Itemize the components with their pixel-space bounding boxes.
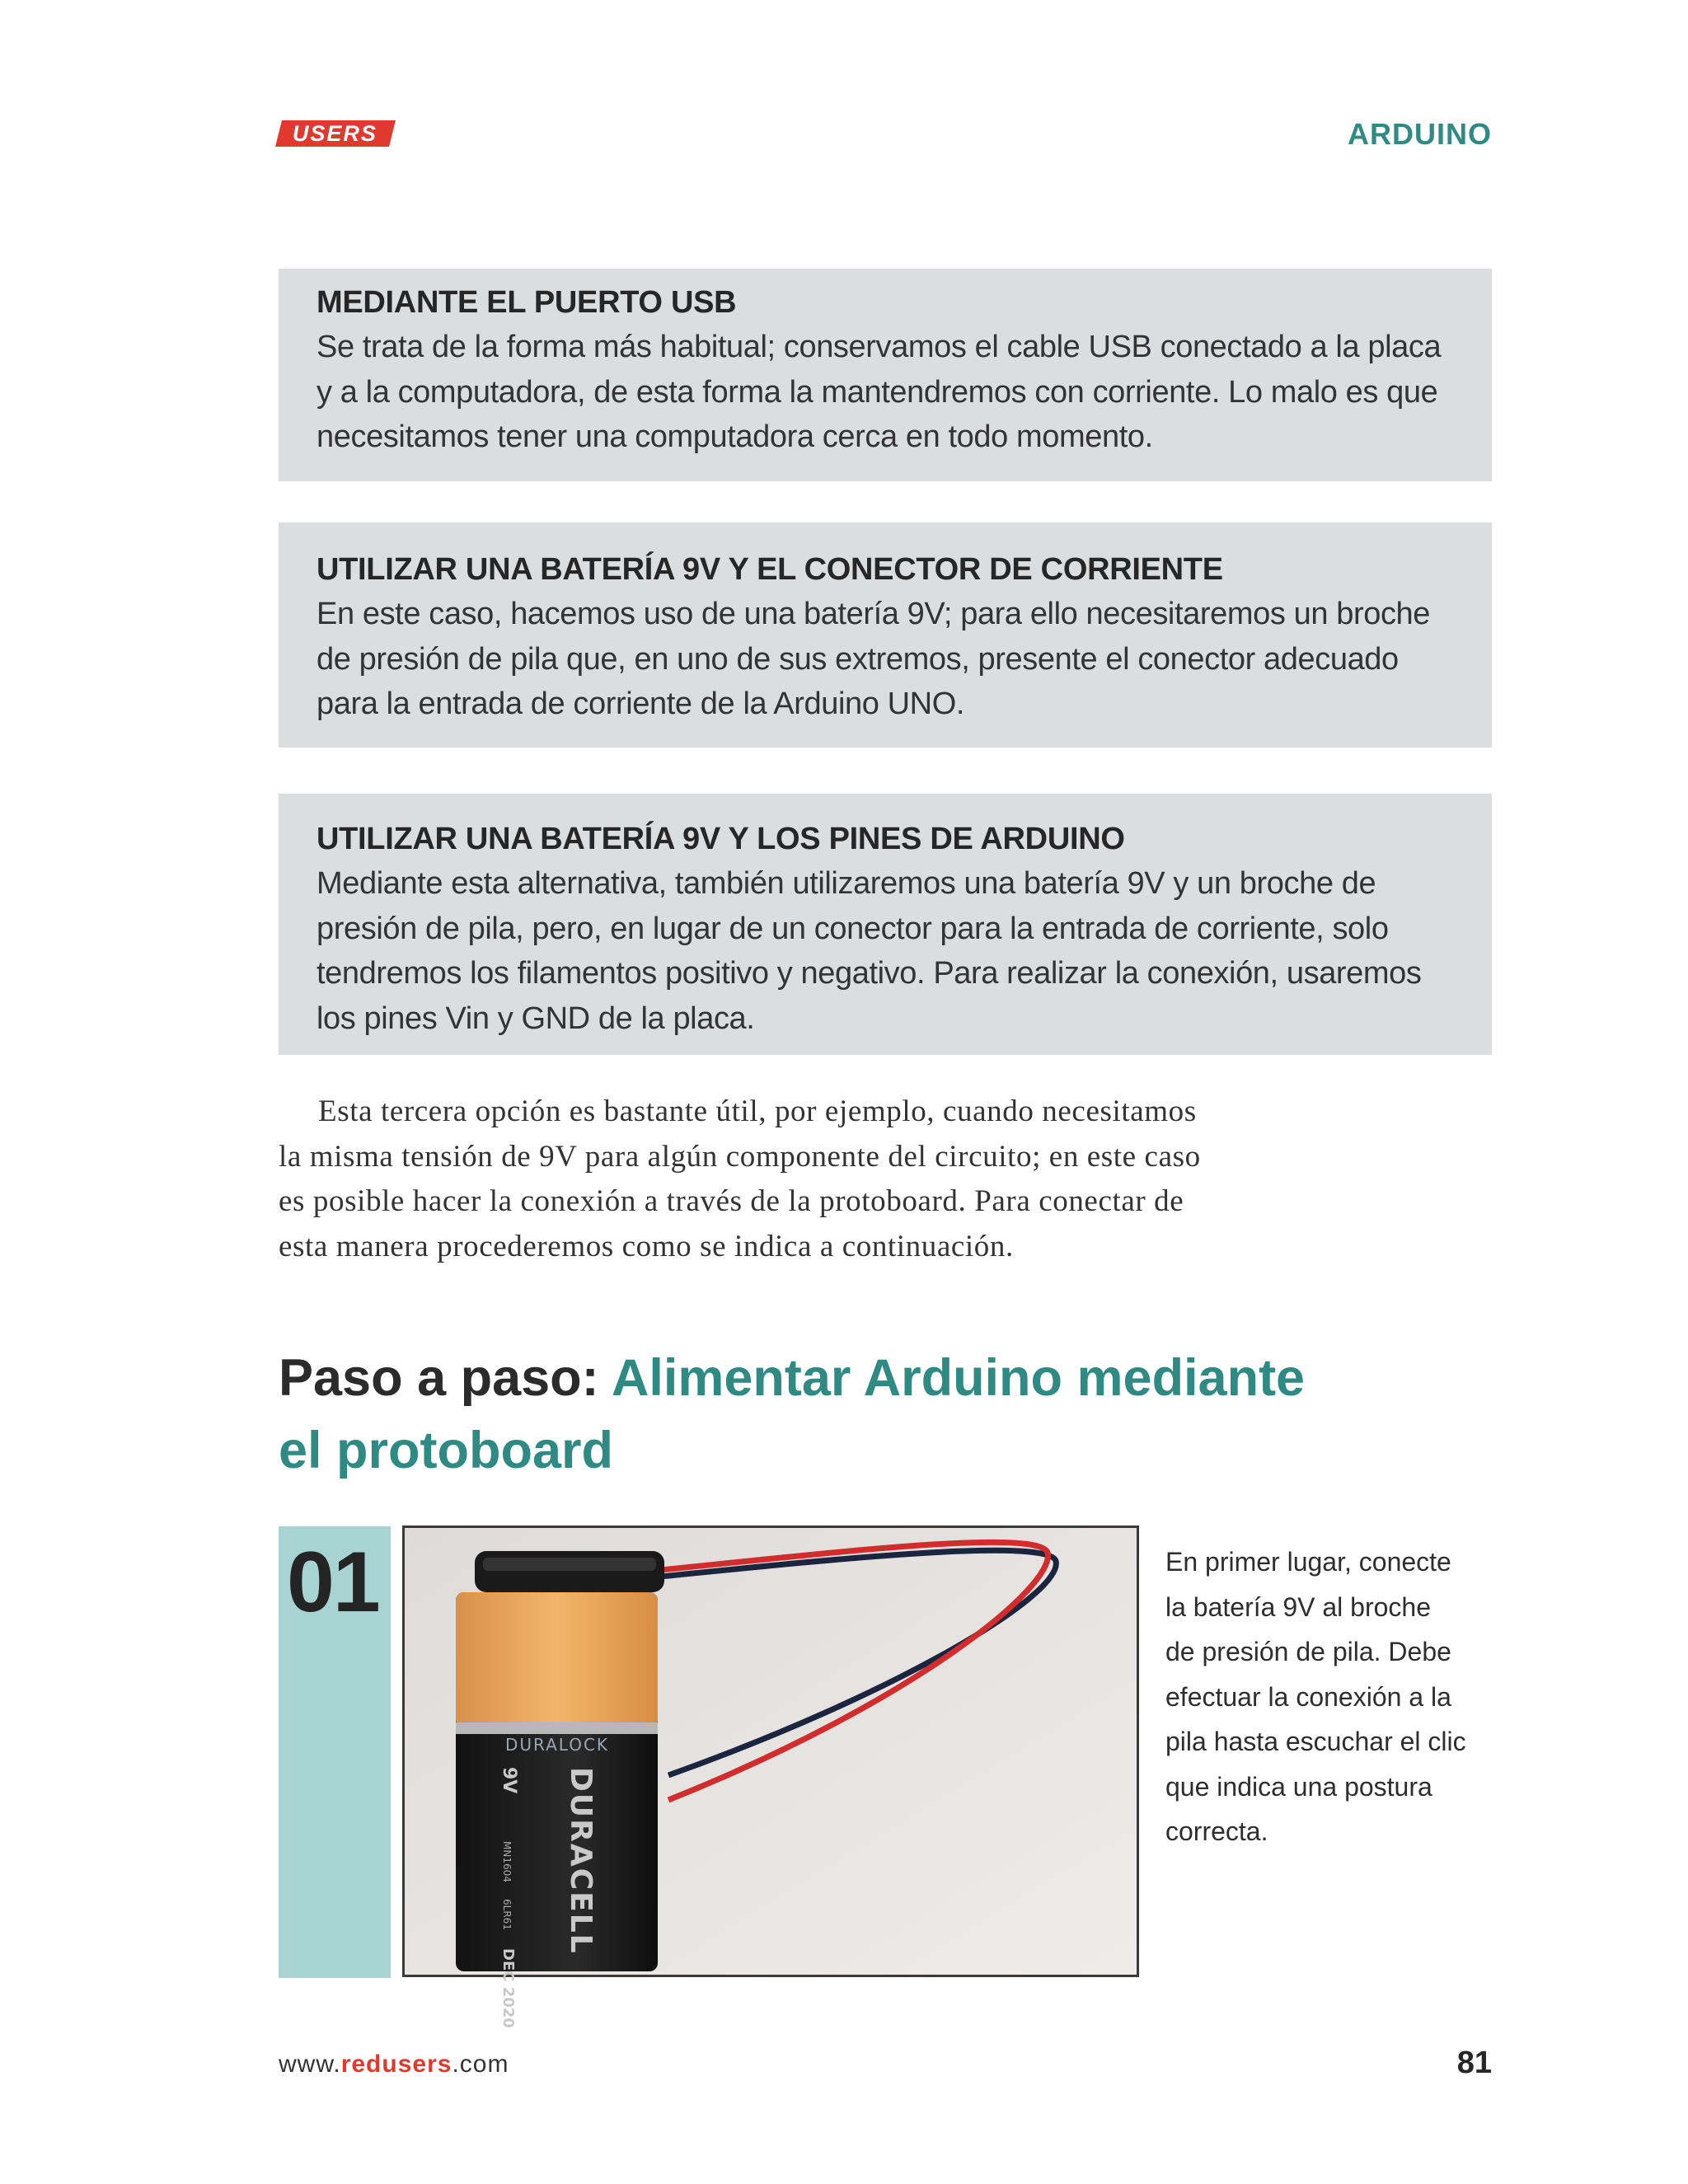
info-box-line: En este caso, hacemos uso de una batería 9V; para ello necesitaremos un broche — [316, 597, 1431, 631]
info-box-line: necesitamos tener una computadora cerca en todo momento. — [316, 419, 1153, 454]
url-prefix: www. — [279, 2050, 341, 2078]
info-box-title: MEDIANTE EL PUERTO USB — [316, 285, 737, 320]
svg-text:6LR61: 6LR61 — [501, 1899, 513, 1930]
footer-url[interactable] — [279, 2050, 509, 2079]
step-text-line: correcta. — [1165, 1816, 1268, 1846]
info-box-line: los pines Vin y GND de la placa. — [316, 1001, 755, 1036]
svg-text:MN1604: MN1604 — [501, 1841, 513, 1882]
info-box-line: para la entrada de corriente de la Arduino UNO. — [316, 687, 965, 721]
info-box-title: UTILIZAR UNA BATERÍA 9V Y LOS PINES DE ARDUINO — [316, 822, 1125, 856]
step-heading-lead: Paso a paso: — [279, 1349, 599, 1407]
svg-text:DEC 2020: DEC 2020 — [499, 1948, 517, 2028]
body-line: Esta tercera opción es bastante útil, por ejemplo, cuando necesitamos — [318, 1094, 1197, 1128]
svg-text:DURALOCK: DURALOCK — [504, 1735, 610, 1755]
url-suffix: .com — [452, 2050, 509, 2078]
step-text-line: pila hasta escuchar el clic — [1165, 1727, 1466, 1756]
body-line: esta manera procederemos como se indica a continuación. — [279, 1229, 1014, 1263]
step-text-line: efectuar la conexión a la — [1165, 1681, 1451, 1712]
info-box-line: y a la computadora, de esta forma la mantendremos con corriente. Lo malo es que — [316, 374, 1438, 410]
section-title: ARDUINO — [1348, 117, 1492, 151]
info-box-line: de presión de pila que, en uno de sus extremos, presente el conector adecuado — [316, 641, 1399, 677]
step-heading-title-line2: el protoboard — [279, 1422, 613, 1479]
info-box-line: Mediante esta alternativa, también utilizaremos una batería 9V y un broche de — [316, 866, 1376, 901]
info-box-title: UTILIZAR UNA BATERÍA 9V Y EL CONECTOR DE CORRIENTE — [316, 552, 1223, 587]
users-logo — [275, 120, 396, 147]
svg-text:9V: 9V — [499, 1767, 519, 1794]
step-heading-title: Alimentar Arduino mediante — [611, 1349, 1306, 1407]
step-description — [1165, 1540, 1495, 1854]
svg-text:DURACELL: DURACELL — [564, 1767, 598, 1955]
logo-text: USERS — [293, 120, 378, 146]
step-text-line: de presión de pila. Debe — [1165, 1637, 1451, 1666]
info-box-battery-pins — [279, 794, 1492, 1055]
body-line: la misma tensión de 9V para algún componente del circuito; en este caso — [279, 1139, 1201, 1174]
url-red: red — [340, 2050, 382, 2078]
battery-photo — [402, 1526, 1139, 2028]
body-paragraph — [279, 1090, 1350, 1269]
info-box-line: tendremos los filamentos positivo y negativo. Para realizar la conexión, usaremos — [316, 956, 1422, 991]
step-text-line: que indica una postura — [1165, 1771, 1432, 1802]
step-text-line: la batería 9V al broche — [1165, 1591, 1431, 1622]
step-text-line: En primer lugar, conecte — [1165, 1547, 1451, 1577]
info-box-battery-connector — [279, 523, 1492, 748]
info-box-usb — [279, 269, 1492, 481]
url-bold: users — [382, 2050, 452, 2078]
step-number: 01 — [287, 1535, 379, 1630]
info-box-line: presión de pila, pero, en lugar de un conector para la entrada de corriente, solo — [316, 911, 1389, 946]
info-box-line: Se trata de la forma más habitual; conservamos el cable USB conectado a la placa — [316, 330, 1442, 364]
page-number: 81 — [1456, 2046, 1492, 2080]
body-line: es posible hacer la conexión a través de la protoboard. Para conectar de — [279, 1184, 1184, 1218]
step-by-step-heading — [279, 1342, 1350, 1487]
